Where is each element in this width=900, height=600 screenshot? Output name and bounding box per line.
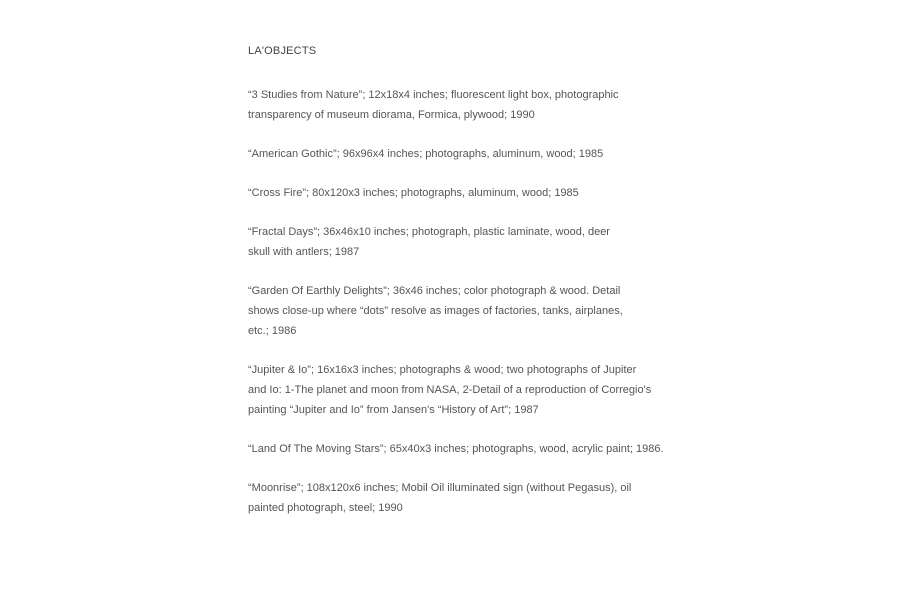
section-title: LA'OBJECTS xyxy=(248,45,317,57)
artwork-entry: “Moonrise”; 108x120x6 inches; Mobil Oil illuminated sign (without Pegasus), oil painted photograph, steel; 1990 xyxy=(248,482,632,514)
artwork-entry: “Cross Fire”; 80x120x3 inches; photographs, aluminum, wood; 1985 xyxy=(248,187,579,199)
objects-list xyxy=(248,44,688,537)
artwork-entry: “American Gothic”; 96x96x4 inches; photographs, aluminum, wood; 1985 xyxy=(248,148,604,160)
artwork-entry: “Land Of The Moving Stars”; 65x40x3 inches; photographs, wood, acrylic paint; 1986. xyxy=(248,443,664,455)
artwork-entry: “Jupiter & Io”; 16x16x3 inches; photographs & wood; two photographs of Jupiter and Io: 1-The planet and moon from NASA, 2-Detail of a reproduction of Corregio's painting “Jupiter and Io” from Jansen's “History of Art”; 1987 xyxy=(248,364,652,416)
artwork-entry: “Garden Of Earthly Delights”; 36x46 inches; color photograph & wood. Detail shows close-up where “dots” resolve as images of factories, tanks, airplanes, etc.; 1986 xyxy=(248,285,623,337)
artwork-entry: “3 Studies from Nature”; 12x18x4 inches; fluorescent light box, photographic transparency of museum diorama, Formica, plywood; 1990 xyxy=(248,89,619,121)
artwork-entry: “Fractal Days”; 36x46x10 inches; photograph, plastic laminate, wood, deer skull with antlers; 1987 xyxy=(248,226,610,258)
